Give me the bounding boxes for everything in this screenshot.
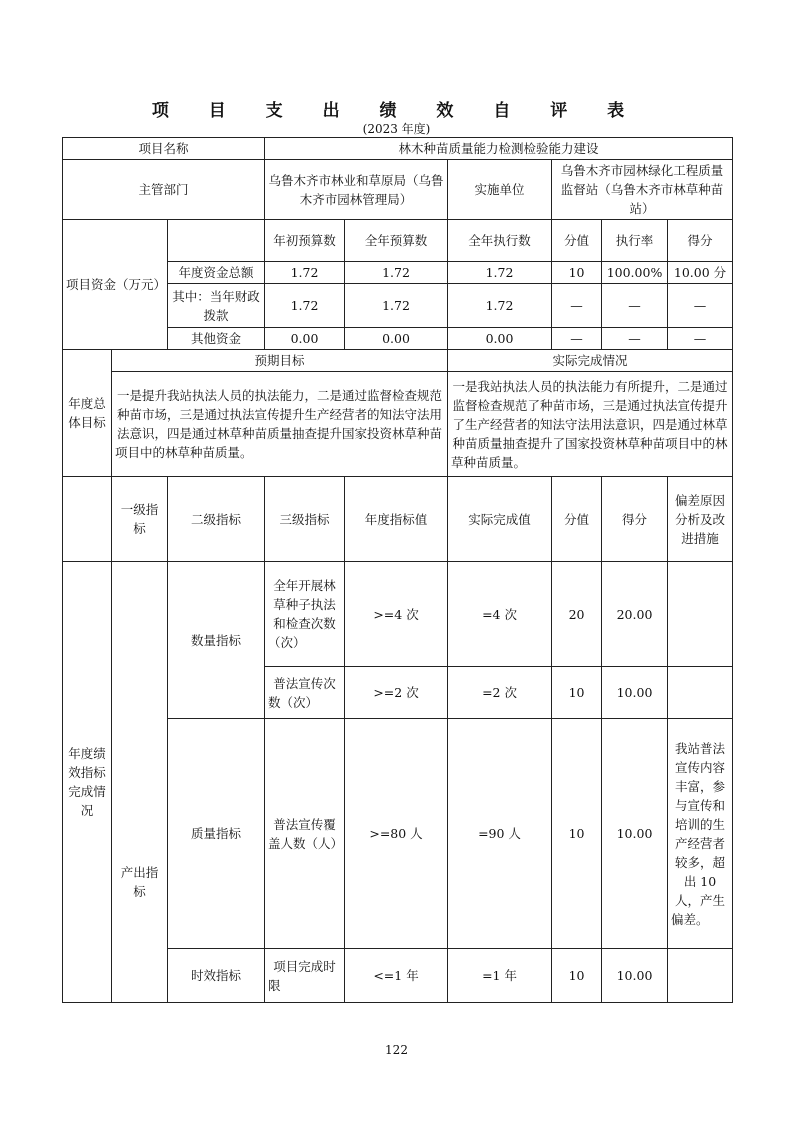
actual-result-header: 实际完成情况 bbox=[448, 350, 733, 372]
level2-indicator: 数量指标 bbox=[168, 562, 265, 719]
score-value: 10 bbox=[552, 719, 602, 949]
actual-value: =4 次 bbox=[448, 562, 552, 667]
target-value: <=1 年 bbox=[345, 949, 448, 1003]
actual-value: =2 次 bbox=[448, 667, 552, 719]
funds-cell: 0.00 bbox=[345, 328, 448, 350]
report-year: (2023 年度) bbox=[362, 122, 431, 136]
funds-cell: 1.72 bbox=[265, 262, 345, 284]
funds-header: 得分 bbox=[668, 220, 733, 262]
page-number: 122 bbox=[385, 1043, 408, 1057]
indicator-header: 得分 bbox=[602, 477, 668, 562]
funds-cell: — bbox=[602, 284, 668, 328]
project-name-label: 项目名称 bbox=[63, 138, 265, 160]
funds-cell: 10 bbox=[552, 262, 602, 284]
funds-cell: — bbox=[552, 328, 602, 350]
score: 20.00 bbox=[602, 562, 668, 667]
expected-goal-header: 预期目标 bbox=[112, 350, 448, 372]
score-value: 20 bbox=[552, 562, 602, 667]
indicator-header: 偏差原因分析及改进措施 bbox=[668, 477, 733, 562]
funds-cell: — bbox=[668, 284, 733, 328]
level3-indicator: 普法宣传覆盖人数（人） bbox=[265, 719, 345, 949]
funds-header: 执行率 bbox=[602, 220, 668, 262]
indicator-header: 年度指标值 bbox=[345, 477, 448, 562]
score: 10.00 bbox=[602, 719, 668, 949]
indicator-header: 分值 bbox=[552, 477, 602, 562]
indicator-header: 二级指标 bbox=[168, 477, 265, 562]
funds-header-empty bbox=[168, 220, 265, 262]
score: 10.00 bbox=[602, 667, 668, 719]
actual-value: =90 人 bbox=[448, 719, 552, 949]
funds-cell: 100.00% bbox=[602, 262, 668, 284]
score-value: 10 bbox=[552, 949, 602, 1003]
funds-header: 分值 bbox=[552, 220, 602, 262]
target-value: >=2 次 bbox=[345, 667, 448, 719]
indicator-header: 三级指标 bbox=[265, 477, 345, 562]
funds-cell: 1.72 bbox=[265, 284, 345, 328]
funds-cell: — bbox=[602, 328, 668, 350]
project-name-value: 林木种苗质量能力检测检验能力建设 bbox=[265, 138, 733, 160]
funds-row-name: 其他资金 bbox=[168, 328, 265, 350]
indicator-header: 实际完成值 bbox=[448, 477, 552, 562]
funds-header: 全年执行数 bbox=[448, 220, 552, 262]
level2-indicator: 质量指标 bbox=[168, 719, 265, 949]
funds-cell: 1.72 bbox=[448, 284, 552, 328]
funds-cell: 1.72 bbox=[345, 284, 448, 328]
indicators-header-empty bbox=[63, 477, 112, 562]
deviation-reason bbox=[668, 562, 733, 667]
dept-label: 主管部门 bbox=[63, 160, 265, 220]
target-value: >=4 次 bbox=[345, 562, 448, 667]
evaluation-table bbox=[62, 137, 733, 1003]
page-title: 项 目 支 出 绩 效 自 评 表 bbox=[151, 101, 642, 121]
indicators-section-label: 年度绩效指标完成情况 bbox=[63, 562, 112, 1003]
funds-header: 全年预算数 bbox=[345, 220, 448, 262]
level1-indicator: 产出指标 bbox=[112, 562, 168, 1003]
actual-value: =1 年 bbox=[448, 949, 552, 1003]
funds-cell: — bbox=[552, 284, 602, 328]
funds-cell: 0.00 bbox=[448, 328, 552, 350]
score: 10.00 bbox=[602, 949, 668, 1003]
funds-cell: 0.00 bbox=[265, 328, 345, 350]
dept-value: 乌鲁木齐市林业和草原局（乌鲁木齐市园林管理局） bbox=[265, 160, 448, 220]
goals-label: 年度总体目标 bbox=[63, 350, 112, 477]
expected-goal-text: 一是提升我站执法人员的执法能力，二是通过监督检查规范种苗市场，三是通过执法宣传提升生产经营者的知法守法用法意识，四是通过林草种苗质量抽查提升国家投资林草种苗项目中的林草种苗质量。 bbox=[112, 372, 448, 477]
deviation-reason: 我站普法宣传内容丰富，参与宣传和培训的生产经营者较多，超出 10 人，产生偏差。 bbox=[668, 719, 733, 949]
level3-indicator: 全年开展林草种子执法和检查次数（次） bbox=[265, 562, 345, 667]
level3-indicator: 普法宣传次数（次） bbox=[265, 667, 345, 719]
funds-row-name: 其中：当年财政拨款 bbox=[168, 284, 265, 328]
funds-row-name: 年度资金总额 bbox=[168, 262, 265, 284]
funds-cell: 1.72 bbox=[345, 262, 448, 284]
deviation-reason bbox=[668, 667, 733, 719]
indicator-header: 一级指标 bbox=[112, 477, 168, 562]
impl-unit-label: 实施单位 bbox=[448, 160, 552, 220]
funds-cell: 1.72 bbox=[448, 262, 552, 284]
funds-cell: — bbox=[668, 328, 733, 350]
deviation-reason bbox=[668, 949, 733, 1003]
actual-result-text: 一是我站执法人员的执法能力有所提升，二是通过监督检查规范了种苗市场，三是通过执法宣传提升了生产经营者的知法守法用法意识，四是通过林草种苗质量抽查提升了国家投资林草种苗项目中的林草种苗质量。 bbox=[448, 372, 733, 477]
funds-header: 年初预算数 bbox=[265, 220, 345, 262]
funds-cell: 10.00 分 bbox=[668, 262, 733, 284]
level3-indicator: 项目完成时限 bbox=[265, 949, 345, 1003]
score-value: 10 bbox=[552, 667, 602, 719]
funds-label: 项目资金（万元） bbox=[63, 220, 168, 350]
target-value: >=80 人 bbox=[345, 719, 448, 949]
level2-indicator: 时效指标 bbox=[168, 949, 265, 1003]
impl-unit-value: 乌鲁木齐市园林绿化工程质量监督站（乌鲁木齐市林草种苗站） bbox=[552, 160, 733, 220]
